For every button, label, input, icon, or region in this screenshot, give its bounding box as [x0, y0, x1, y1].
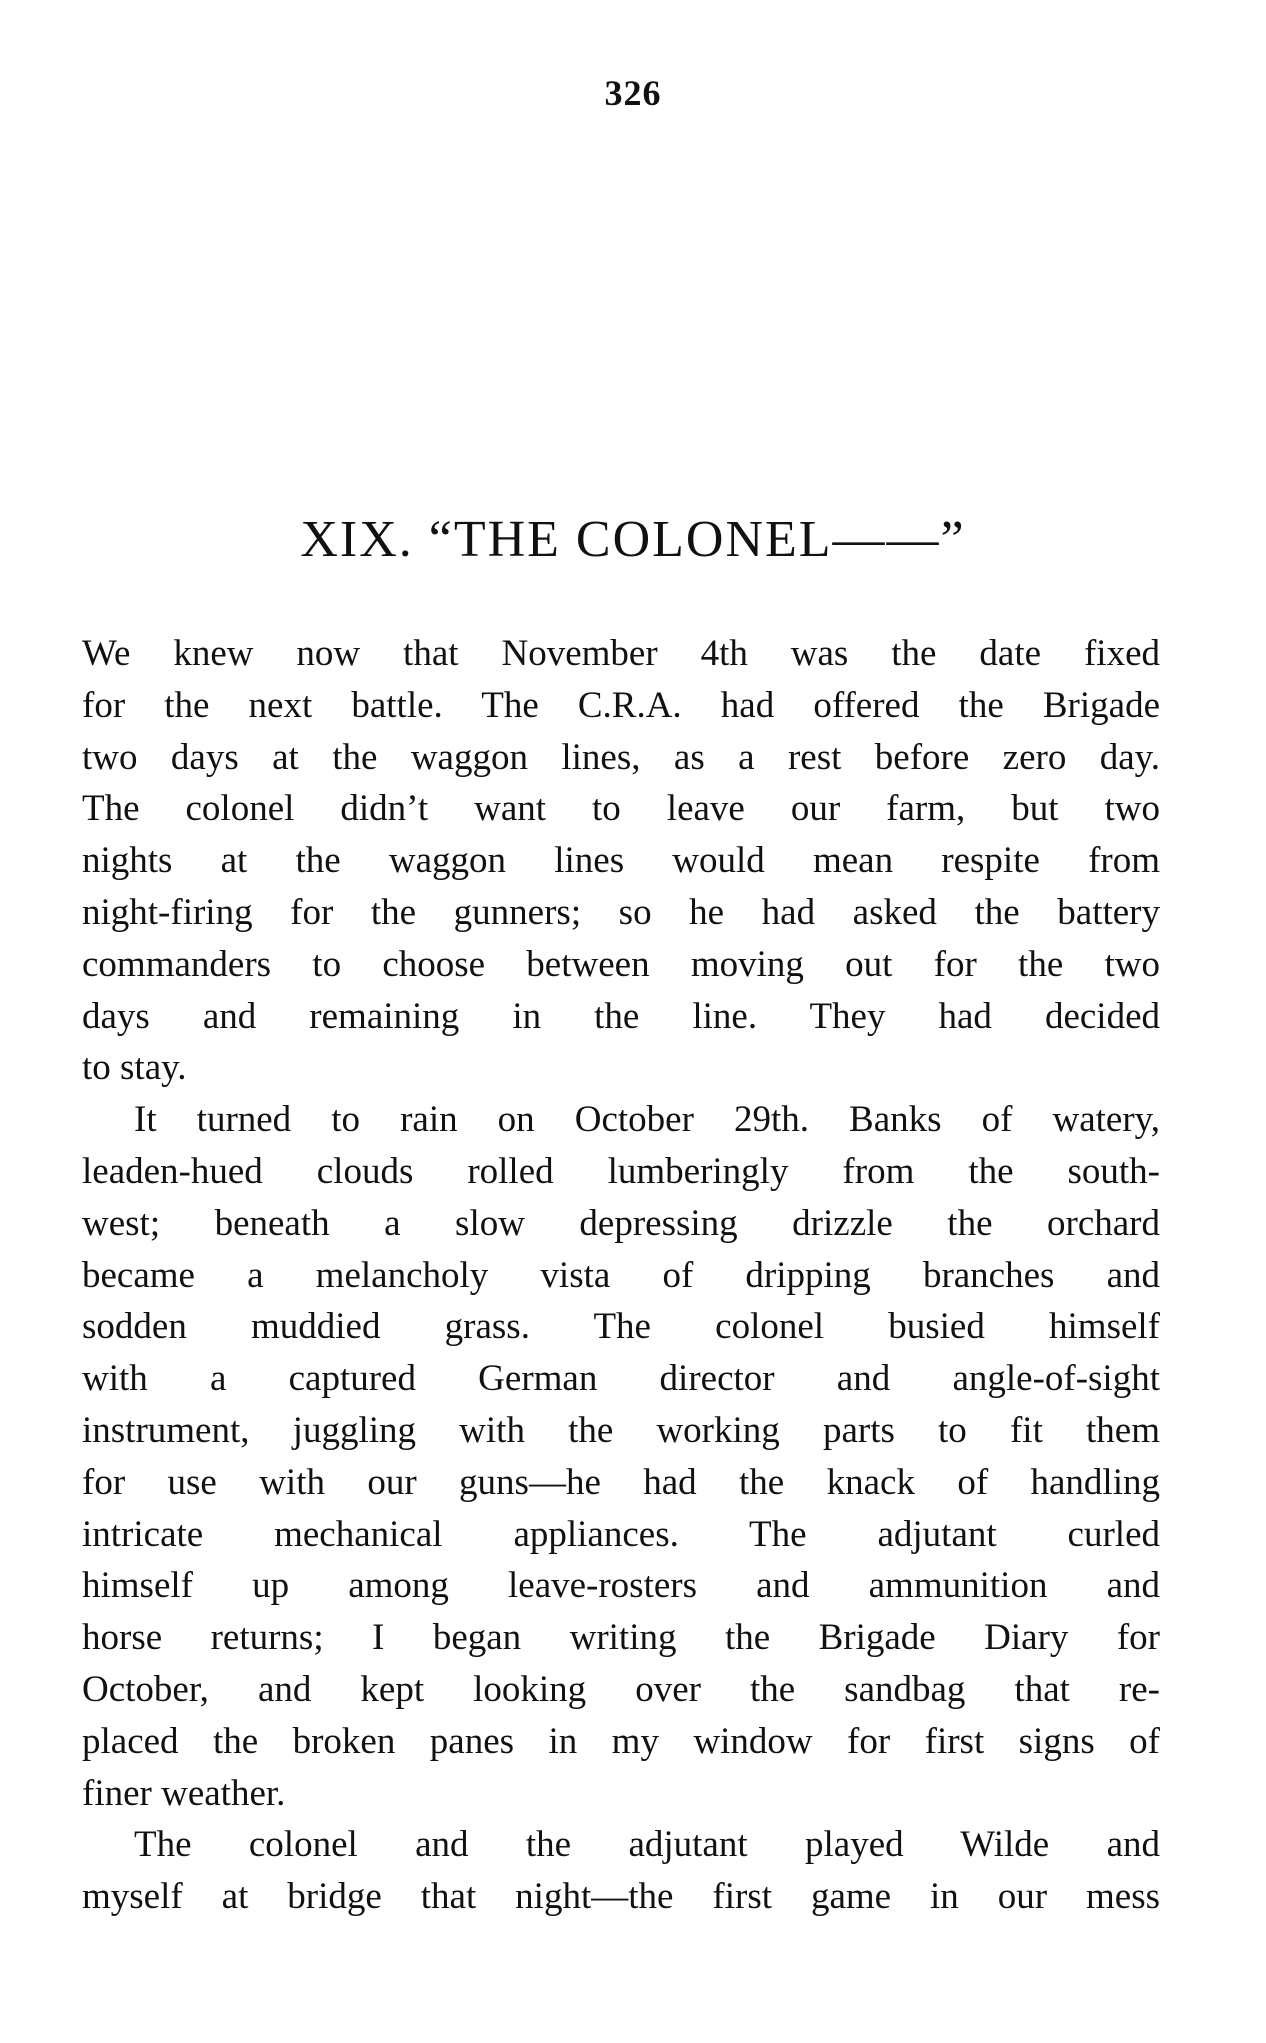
text-line: leaden-hued clouds rolled lumberingly from the south- [82, 1150, 1160, 1192]
text-line: We knew now that November 4th was the date fixed [82, 633, 1160, 674]
text-line: sodden muddied grass. The colonel busied himself [82, 1306, 1160, 1348]
text-line: finer weather. [82, 1772, 286, 1814]
text-line: became a melancholy vista of dripping branches and [82, 1254, 1160, 1296]
text-line: myself at bridge that night—the first game in our mess [82, 1876, 1160, 1918]
body-text [82, 628, 1160, 1923]
text-line: to stay. [82, 1047, 187, 1089]
text-line: intricate mechanical appliances. The adjutant curled [82, 1513, 1160, 1555]
text-line: for the next battle. The C.R.A. had offered the Brigade [82, 684, 1160, 726]
text-line: with a captured German director and angle-of-sight [82, 1358, 1160, 1400]
text-line: for use with our guns—he had the knack of handling [82, 1461, 1160, 1503]
paragraph-1 [82, 628, 1160, 1094]
text-line: himself up among leave-rosters and ammunition and [82, 1565, 1160, 1607]
text-line: nights at the waggon lines would mean respite from [82, 840, 1160, 882]
text-line: It turned to rain on October 29th. Banks of watery, [134, 1099, 1160, 1141]
text-line: west; beneath a slow depressing drizzle the orchard [82, 1202, 1160, 1244]
paragraph-3 [82, 1819, 1160, 1923]
text-line: two days at the waggon lines, as a rest before zero day. [82, 736, 1160, 778]
text-line: days and remaining in the line. They had decided [82, 995, 1160, 1037]
text-line: commanders to choose between moving out for the two [82, 943, 1160, 985]
text-line: The colonel and the adjutant played Wilde and [134, 1824, 1160, 1866]
text-line: placed the broken panes in my window for first signs of [82, 1720, 1160, 1762]
text-line: horse returns; I began writing the Brigade Diary for [82, 1617, 1160, 1659]
page-number: 326 [604, 73, 662, 113]
paragraph-2 [82, 1094, 1160, 1819]
text-line: instrument, juggling with the working parts to fit them [82, 1409, 1160, 1451]
chapter-title: XIX. “THE COLONEL——” [300, 511, 966, 568]
text-line: night-firing for the gunners; so he had asked the battery [82, 891, 1160, 933]
text-line: The colonel didn’t want to leave our farm, but two [82, 788, 1160, 830]
text-line: October, and kept looking over the sandbag that re- [82, 1668, 1160, 1710]
